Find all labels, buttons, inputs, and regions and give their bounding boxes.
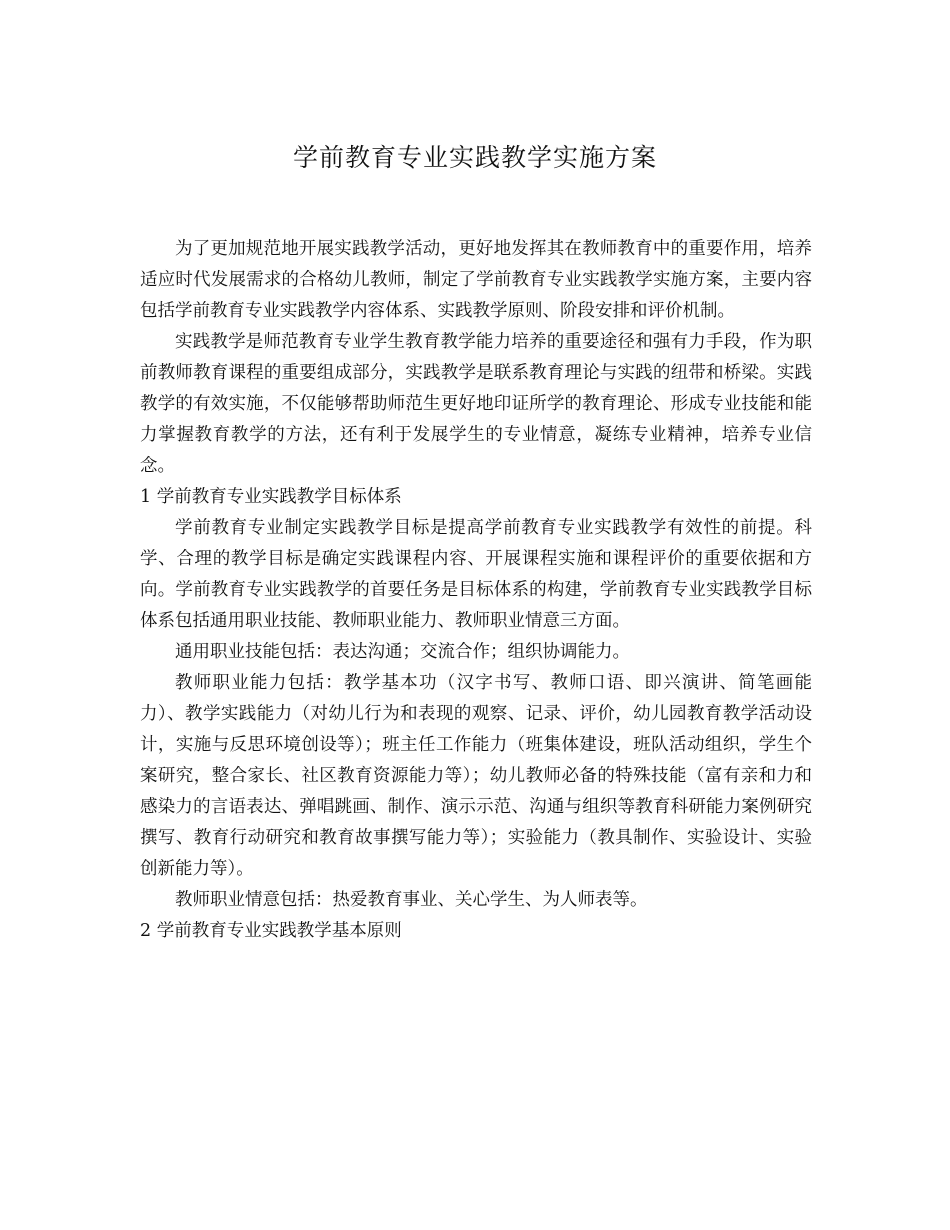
paragraph-teacher-abilities: 教师职业能力包括：教学基本功（汉字书写、教师口语、即兴演讲、简笔画能力）、教学实践能力（对幼儿行为和表现的观察、记录、评价，幼儿园教育教学活动设计，实施与反思环境创设等）；班主任工作能力（班集体建设，班队活动组织，学生个案研究，整合家长、社区教育资源能力等）；幼儿教师必备的特殊技能（富有亲和力和感染力的言语表达、弹唱跳画、制作、演示示范、沟通与组织等教育科研能力案例研究撰写、教育行动研究和教育故事撰写能力等）；实验能力（教具制作、实验设计、实验创新能力等）。 [140, 673, 812, 879]
document-title: 学前教育专业实践教学实施方案 [292, 143, 657, 172]
section-heading-2: 2 学前教育专业实践教学基本原则 [140, 921, 402, 941]
paragraph-practice-teaching: 实践教学是师范教育专业学生教育教学能力培养的重要途径和强有力手段，作为职前教师教育课程的重要组成部分，实践教学是联系教育理论与实践的纽带和桥梁。实践教学的有效实施，不仅能够帮助师范生更好地印证所学的教育理论、形成专业技能和能力掌握教育教学的方法，还有利于发展学生的专业情意，凝练专业精神，培养专业信念。 [140, 332, 812, 476]
paragraph-intro: 为了更加规范地开展实践教学活动，更好地发挥其在教师教育中的重要作用，培养适应时代发展需求的合格幼儿教师，制定了学前教育专业实践教学实施方案，主要内容包括学前教育专业实践教学内容体系、实践教学原则、阶段安排和评价机制。 [140, 239, 812, 321]
document-body [140, 234, 812, 947]
section-heading-1: 1 学前教育专业实践教学目标体系 [140, 487, 402, 507]
paragraph-goal-system: 学前教育专业制定实践教学目标是提高学前教育专业实践教学有效性的前提。科学、合理的教学目标是确定实践课程内容、开展课程实施和课程评价的重要依据和方向。学前教育专业实践教学的首要任务是目标体系的构建，学前教育专业实践教学目标体系包括通用职业技能、教师职业能力、教师职业情意三方面。 [140, 518, 812, 631]
paragraph-general-skills: 通用职业技能包括：表达沟通；交流合作；组织协调能力。 [175, 642, 630, 662]
paragraph-teacher-sentiment: 教师职业情意包括：热爱教育事业、关心学生、为人师表等。 [175, 890, 648, 910]
